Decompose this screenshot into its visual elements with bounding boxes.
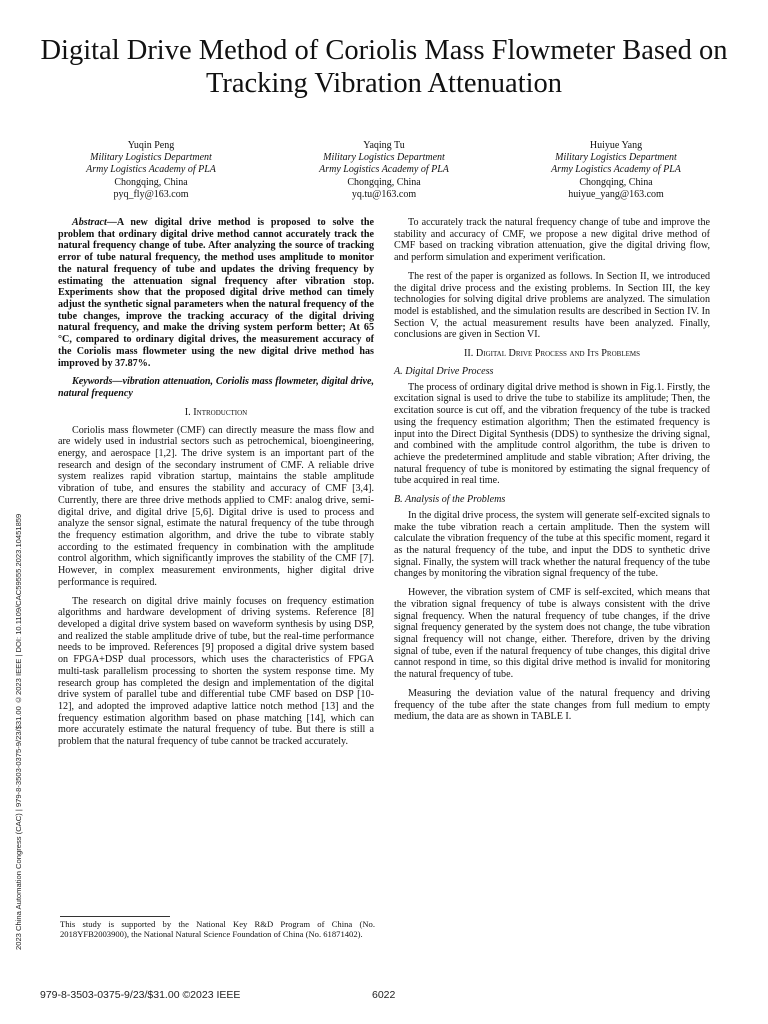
- abstract-label: Abstract: [72, 217, 107, 228]
- author-dept: Military Logistics Department: [323, 152, 445, 164]
- left-column: [58, 217, 374, 755]
- author-city: Chongqing, China: [114, 176, 188, 188]
- paragraph: The process of ordinary digital drive method is shown in Fig.1. Firstly, the excitation signal is used to drive the tube to stabilize its amplitude; Then, the excitation source is cut off, and the vibration frequency of the tube is tracked using the frequency estimation algorithm; Then the estimated frequency is input into the Direct Digital Synthesis (DDS) to synthesize the driving signal, and combined with the amplitude control algorithm, the tube is driven to achieve the predetermined amplitude and stable vibration; After driving, the natural frequency of tube is monitored by estimating the signal frequency of tube acquired in real time.: [394, 381, 710, 487]
- subsection-heading: B. Analysis of the Problems: [394, 494, 506, 506]
- author-email: pyq_fly@163.com: [113, 188, 189, 200]
- author-block: [284, 140, 484, 201]
- author-name: Huiyue Yang: [589, 140, 643, 151]
- paper-title: Digital Drive Method of Coriolis Mass Flowmeter Based on Tracking Vibration Attenuation: [40, 35, 728, 99]
- keywords-label: Keywords: [72, 376, 113, 388]
- author-email: huiyue_yang@163.com: [568, 188, 664, 200]
- author-city: Chongqing, China: [347, 176, 421, 188]
- paragraph: The rest of the paper is organized as follows. In Section II, we introduced the digital drive process and the existing problems. In Section III, the key technologies for solving digital drive problems are analyzed. The simulation model is established, and the simulation results are described in Section IV. In Section V, the actual measurement results have been analyzed. Finally, conclusions are given in Section VI.: [394, 270, 710, 341]
- paragraph: In the digital drive process, the system will generate self-excited signals to make the tube vibration reach a certain amplitude. Then the system will calculate the vibration frequency of the tube at this specific moment, regard it as the natural frequency of the tube, and input the DDS to synthetic drive signal. Finally, the system will track whether the natural frequency of the tube changes by monitoring the vibration signal frequency of the tube.: [394, 509, 710, 580]
- footnote: This study is supported by the National Key R&D Program of China (No. 2018YFB2003900), the National Natural Science Foundation of China (No. 61871402).: [60, 919, 375, 940]
- abstract-text: —A new digital drive method is proposed to solve the problem that ordinary digital drive method cannot accurately track the natural frequency change of tube. After analyzing the source of tracking error of tube natural frequency, the method uses amplitude to monitor the natural frequency of tube and updates the driving frequency by estimating the attenuation signal frequency after vibration stop. Experiments show that the proposed digital drive method can timely adjust the synthetic signal parameters when the natural frequency of the tube changes, improve the tracking accuracy of the digital driving natural frequency, and make the driving system perform better; At 65 °C, compared to ordinary digital drives, the measurement accuracy of the Coriolis mass flowmeter using the new digital drive method has improved by 37.87%.: [58, 217, 374, 369]
- keywords-text: —vibration attenuation, Coriolis mass flowmeter, digital drive, natural frequency: [58, 376, 374, 400]
- author-block: [51, 140, 251, 201]
- author-dept: Military Logistics Department: [90, 152, 212, 164]
- section-heading: I. Introduction: [184, 406, 248, 418]
- author-dept: Military Logistics Department: [555, 152, 677, 164]
- subsection-heading: A. Digital Drive Process: [394, 365, 494, 377]
- paragraph: However, the vibration system of CMF is self-excited, which means that the vibration signal frequency of tube is always consistent with the drive signal frequency. When the natural frequency of tube changes, if the drive signal frequency generated by the system does not change, the tube vibration signal frequency will not change, either. Therefore, driven by the driving signal of tube, even if the natural frequency of tube changes, this digital drive cannot respond in time, so this digital drive method is invalid for monitoring the natural frequency of tube.: [394, 587, 710, 681]
- paragraph: To accurately track the natural frequency change of tube and improve the stability and accuracy of CMF, we propose a new digital drive method of CMF based on tracking vibration attenuation, give the digital driving flow, and perform simulation and experiment verification.: [394, 217, 710, 264]
- paragraph: Measuring the deviation value of the natural frequency and driving frequency of the tube after the state changes from full medium to empty medium, the data are as shown in TABLE I.: [394, 687, 710, 723]
- author-email: yq.tu@163.com: [351, 188, 417, 200]
- footer-copyright: 979-8-3503-0375-9/23/$31.00 ©2023 IEEE: [40, 989, 241, 1001]
- author-name: Yuqin Peng: [127, 140, 175, 151]
- section-heading: II. Digital Drive Process and Its Problems: [464, 348, 640, 360]
- author-block: [516, 140, 716, 201]
- sidebar-citation: 2023 China Automation Congress (CAC) | 979-8-3503-0375-9/23/$31.00 ©2023 IEEE | DOI: 10.1109/CAC59555.2023.10451859: [14, 513, 23, 950]
- author-name: Yaqing Tu: [363, 140, 405, 151]
- author-org: Army Logistics Academy of PLA: [551, 164, 681, 176]
- author-org: Army Logistics Academy of PLA: [86, 164, 216, 176]
- paragraph: The research on digital drive mainly focuses on frequency estimation algorithms and hardware development of driving systems. Reference [8] developed a digital drive system based on waveform synthesis by using DSP, and realized the stable amplitude drive of tube, but the real-time performance needs to be improved. References [9] proposed a digital drive system based on FPGA+DSP dual processors, which uses the characteristics of FPGA multi-task parallelism processing to shorten the system response time. My research group has completed the design and implementation of the digital drive system of parallel tube and differential tube CMF based on DSP [10-12], and adopted the improved adaptive lattice notch method [13] and the frequency estimation algorithm based on phase matching [14], which can more accurately estimate the natural frequency of tube. But there is still a problem that the natural frequency of tube cannot be tracked accurately.: [58, 595, 374, 748]
- right-column: [394, 217, 710, 730]
- keywords: [58, 376, 374, 399]
- author-city: Chongqing, China: [579, 176, 653, 188]
- footnote-rule: [60, 916, 170, 917]
- page-number: 6022: [372, 989, 396, 1001]
- abstract: [58, 217, 374, 369]
- paragraph: Coriolis mass flowmeter (CMF) can directly measure the mass flow and are widely used in industrial sectors such as petrochemical, bioengineering, energy, and aerospace [1,2]. The drive system is an important part of the research and design of the secondary instrument of CMF. A reliable drive system realizes rapid vibration startup, maintains the stable amplitude vibration of tube, and ensures the stability and accuracy of CMF [3,4]. Currently, there are three drive methods applied to CMF: analog drive, semi-digital drive, and digital drive [5,6]. Digital drive is used to process and analyze the sensor signal, estimate the natural frequency of the tube through the frequency estimation algorithm, and drive the tube to vibrate stably according to the estimated frequency in combination with the amplitude control algorithm, which significantly improves the stability of the CMF [7]. However, in complex measurement environments, higher digital drive performance is required.: [58, 424, 374, 588]
- author-org: Army Logistics Academy of PLA: [319, 164, 449, 176]
